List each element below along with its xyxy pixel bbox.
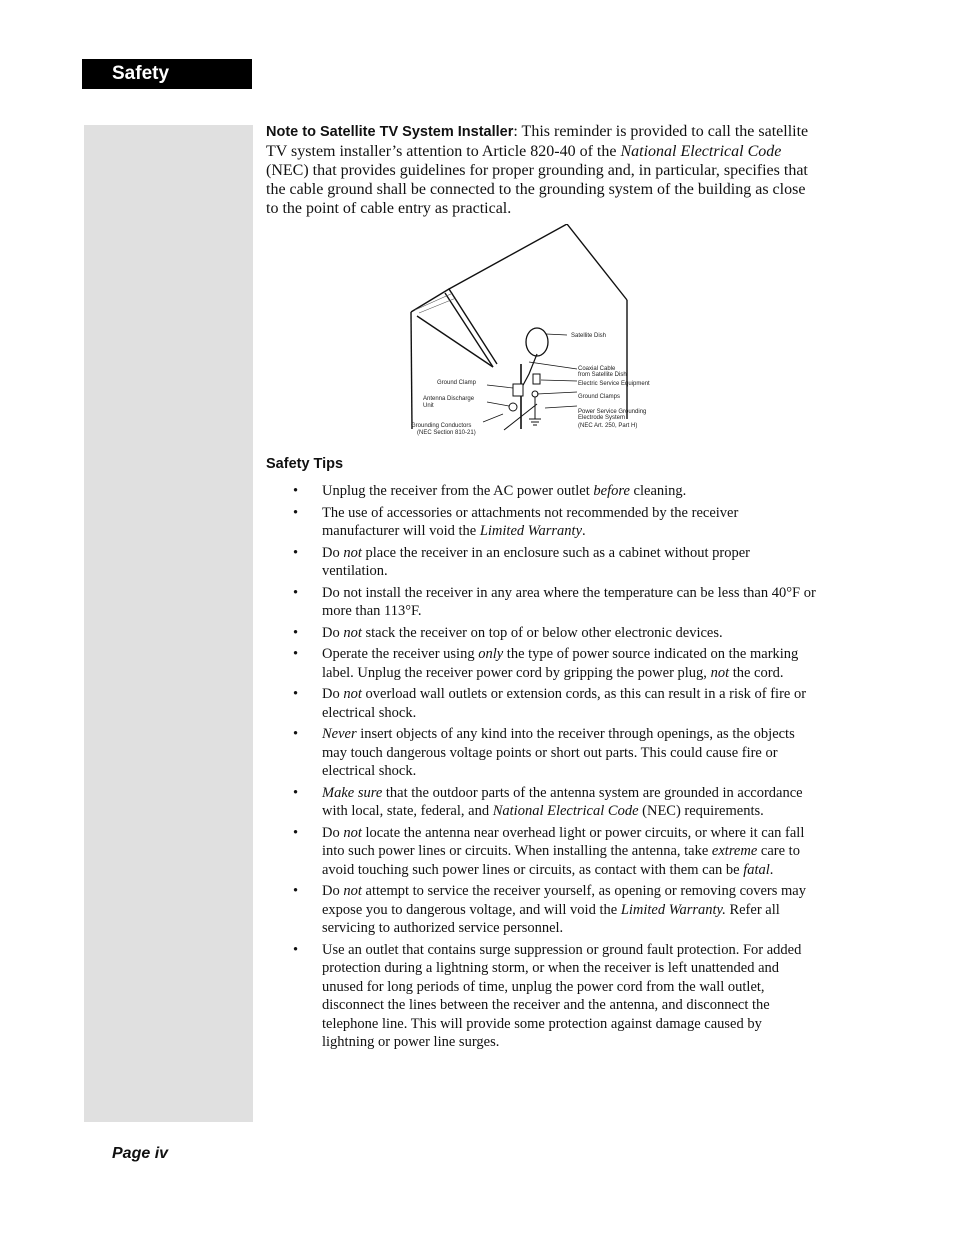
tip-emphasis: Never	[322, 726, 357, 742]
tip-text: Do	[322, 624, 344, 641]
safety-tip-item	[266, 725, 816, 781]
tip-text: the type of power source indicated on the marking label. Unplug the receiver power cord by gripping the power plug,	[322, 646, 799, 681]
installer-note-text-1: : This reminder is provided to call the satellite TV system installer’s attention to Article 820-40 of the	[266, 123, 809, 160]
bullet-marker: •	[293, 883, 299, 899]
bullet-marker: •	[293, 584, 299, 601]
tip-text: Use an outlet that contains surge suppression or ground fault protection. For added protection during a lightning storm, or when the receiver is left unattended and unused for long periods of time, unplug the power cord from the wall outlet, disconnect the lines between the receiver and the antenna, and disconnect the telephone line. This will provide some protection against damage caused by lightning or power line surges.	[322, 941, 802, 1050]
safety-tip-item	[266, 882, 816, 938]
tip-text: Do	[322, 686, 344, 702]
tip-text: the cord.	[729, 664, 784, 681]
label-conductors-line1: Grounding Conductors	[411, 423, 472, 429]
tip-emphasis: not	[343, 883, 362, 899]
grounding-illustration	[409, 224, 669, 442]
tip-text: (NEC) requirements.	[638, 803, 764, 819]
tip-emphasis: not	[343, 824, 362, 841]
safety-tip-item	[266, 584, 816, 621]
label-satellite-dish: Satellite Dish	[571, 333, 607, 339]
tip-emphasis: not	[343, 624, 362, 641]
label-discharge-line2: Unit	[423, 403, 434, 409]
tip-emphasis: not	[343, 686, 362, 702]
safety-tip-item	[266, 624, 816, 643]
tip-emphasis: fatal	[743, 861, 770, 878]
installer-note	[266, 122, 816, 218]
bullet-marker: •	[293, 544, 299, 561]
tip-text: care to avoid touching such power lines or circuits, as contact with them can be	[322, 843, 800, 878]
label-ground-clamp: Ground Clamp	[437, 380, 477, 386]
tip-emphasis: not	[710, 664, 730, 681]
bullet-marker: •	[293, 941, 299, 958]
tip-text: Refer all servicing to authorized service personnel.	[322, 901, 780, 936]
safety-tip-item	[266, 645, 816, 682]
bullet-marker: •	[293, 483, 299, 499]
installer-note-italic: National Electrical Code	[620, 143, 782, 160]
tip-text: The use of accessories or attachments not recommended by the receiver manufacturer will void the	[322, 504, 739, 539]
label-power-grounding-line2: Electrode System	[578, 415, 626, 421]
tip-text: locate the antenna near overhead light or power circuits, or where it can fall into such power lines or circuits. When installing the antenna, take	[322, 824, 805, 859]
bullet-marker: •	[293, 646, 299, 662]
tip-text: cleaning.	[629, 483, 687, 499]
tip-emphasis: Make sure	[322, 784, 383, 801]
tip-text: Unplug the receiver from the AC power outlet	[322, 483, 594, 499]
tip-text: that the outdoor parts of the antenna system are grounded in accordance with local, state, federal, and	[322, 784, 803, 819]
margin-column	[84, 125, 253, 1122]
tip-text: Do	[322, 824, 344, 841]
safety-tips-list	[266, 482, 816, 1052]
tip-text: stack the receiver on top of or below other electronic devices.	[361, 624, 723, 641]
bullet-marker: •	[293, 504, 299, 521]
tip-text: Do	[322, 544, 344, 561]
tip-text: Do not install the receiver in any area where the temperature can be less than 40°F or more than 113°F.	[322, 584, 816, 619]
tip-text: .	[769, 861, 774, 878]
bullet-marker: •	[293, 624, 299, 641]
tip-emphasis: only	[478, 646, 504, 662]
tip-emphasis: Limited Warranty.	[620, 901, 726, 918]
safety-tip-item	[266, 784, 816, 821]
tip-emphasis: before	[593, 483, 630, 499]
installer-note-text-2: (NEC) that provides guidelines for proper grounding and, in particular, specifies that the cable ground shall be connected to the grounding system of the building as close to the point of cable entry as practical.	[266, 162, 808, 217]
label-coax-line2: from Satellite Dish	[578, 372, 627, 378]
tip-text: overload wall outlets or extension cords, as this can result in a risk of fire or electrical shock.	[322, 686, 807, 721]
tip-text: attempt to service the receiver yourself, as opening or removing covers may expose you to dangerous voltage, and will void the	[322, 883, 806, 918]
tip-emphasis: not	[343, 544, 362, 561]
label-ground-clamps: Ground Clamps	[578, 394, 621, 400]
section-header: Safety	[82, 59, 252, 89]
safety-tip-item	[266, 482, 816, 501]
label-power-grounding-line1: Power Service Grounding	[578, 409, 647, 415]
tip-text: insert objects of any kind into the receiver through openings, as the objects may touch dangerous voltage points or short out parts. This could cause fire or electrical shock.	[322, 726, 795, 779]
safety-tips-heading: Safety Tips	[266, 456, 344, 472]
tip-emphasis: National Electrical Code	[492, 803, 639, 819]
label-electric-service: Electric Service Equipment	[578, 381, 650, 387]
grounding-diagram	[409, 224, 669, 442]
bullet-marker: •	[293, 726, 299, 742]
label-discharge-line1: Antenna Discharge	[423, 396, 475, 402]
installer-note-heading: Note to Satellite TV System Installer	[266, 124, 514, 140]
label-power-grounding-line3: (NEC Art. 250, Part H)	[578, 423, 638, 429]
tip-emphasis: extreme	[711, 843, 758, 859]
label-conductors-line2: (NEC Section 810-21)	[417, 430, 476, 436]
tip-text: place the receiver in an enclosure such as a cabinet without proper ventilation.	[322, 544, 750, 579]
page-number: Page iv	[112, 1145, 169, 1162]
main-content	[266, 122, 816, 1055]
label-coax-line1: Coaxial Cable	[578, 366, 616, 372]
safety-tip-item	[266, 824, 816, 880]
safety-tip-item	[266, 685, 816, 722]
tip-text: Do	[322, 883, 344, 899]
safety-tip-item	[266, 544, 816, 581]
bullet-marker: •	[293, 686, 299, 702]
safety-tip-item	[266, 504, 816, 541]
bullet-marker: •	[293, 784, 299, 801]
bullet-marker: •	[293, 824, 299, 841]
safety-tip-item	[266, 941, 816, 1052]
tip-text: .	[582, 523, 586, 539]
tip-emphasis: Limited Warranty	[479, 523, 583, 539]
tip-text: Operate the receiver using	[322, 646, 479, 662]
